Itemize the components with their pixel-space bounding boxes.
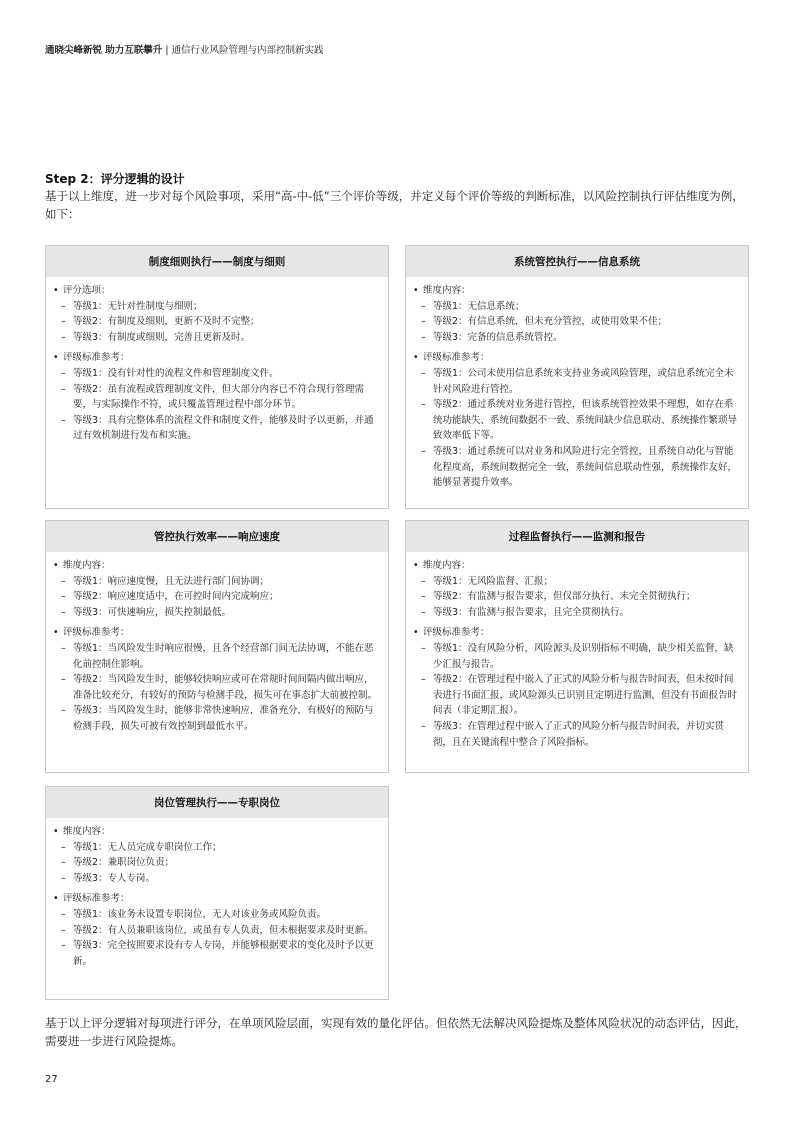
group-title: • 维度内容： [53,558,380,574]
criteria-group [413,625,740,750]
list-item: – 等级1：无人员完成专职岗位工作； [53,840,380,856]
box-body [406,277,748,502]
criteria-group [53,350,380,444]
header-bold-text: 通晓尖峰新锐 助力互联攀升 [45,45,163,56]
list-item: – 等级2：有监测与报告要求，但仅部分执行、未完全贯彻执行； [413,589,740,605]
criteria-group [53,625,380,734]
box-body [46,818,388,980]
list-item: – 等级2：有制度及细则，更新不及时不完整； [53,314,380,330]
criteria-group [413,350,740,490]
list-item: – 等级2：当风险发生时，能够较快响应或可在常规时间间隔内做出响应，准备比较充分，有较好的预防与检测手段，损失可在事态扩大前被控制。 [53,672,380,703]
list-item: – 等级3：完全按照要求设有专人专岗，并能够根据要求的变化及时予以更新。 [53,938,380,969]
list-item: – 等级1：没有针对性的流程文件和管理制度文件。 [53,366,380,382]
intro-paragraph: 基于以上维度，进一步对每个风险事项，采用“高-中-低”三个评价等级，并定义每个评价等级的判断标准，以风险控制执行评估维度为例，如下： [45,189,744,221]
group-title: • 评分选项： [53,283,380,299]
criteria-box-supervision [405,520,749,773]
list-item: – 等级3：在管理过程中嵌入了正式的风险分析与报告时间表，并切实贯彻，且在关键流程中整合了风险指标。 [413,719,740,750]
conclusion-paragraph: 基于以上评分逻辑对每项进行评分，在单项风险层面，实现有效的量化评估。但依然无法解决风险提炼及整体风险状况的动态评估，因此，需要进一步进行风险提炼。 [45,1016,747,1048]
list-item: – 等级1：无风险监督、汇报； [413,574,740,590]
list-item: – 等级1：响应速度慢，且无法进行部门间协调； [53,574,380,590]
box-title: 岗位管理执行——专职岗位 [46,787,388,818]
criteria-group [413,283,740,345]
criteria-box-system [405,245,749,509]
box-body [406,552,748,761]
list-item: – 等级2：有信息系统，但未充分管控，或使用效果不佳； [413,314,740,330]
header-sub-text: 通信行业风险管理与内部控制新实践 [171,45,324,56]
list-item: – 等级3：通过系统可以对业务和风险进行完全管控，且系统自动化与智能化程度高，系统间数据完全一致，系统间信息联动性强，系统操作友好，能够显著提升效率。 [413,444,740,491]
criteria-group [53,824,380,886]
box-title: 制度细则执行——制度与细则 [46,246,388,277]
group-title: • 评级标准参考： [413,350,740,366]
group-title: • 评级标准参考： [53,891,380,907]
box-body [46,277,388,455]
list-item: – 等级1：无针对性制度与细则； [53,299,380,315]
box-title: 系统管控执行——信息系统 [406,246,748,277]
criteria-box-position [45,786,389,1000]
criteria-group [53,283,380,345]
list-item: – 等级2：在管理过程中嵌入了正式的风险分析与报告时间表，但未按时间表进行书面汇报，或风险源头已识别且定期进行监测，但没有书面报告时间表（非定期汇报）。 [413,672,740,719]
group-title: • 评级标准参考： [413,625,740,641]
list-item: – 等级3：可快速响应，损失控制最低。 [53,605,380,621]
group-title: • 评级标准参考： [53,350,380,366]
box-title: 管控执行效率——响应速度 [46,521,388,552]
list-item: – 等级2：兼职岗位负责； [53,855,380,871]
criteria-group [53,558,380,620]
list-item: – 等级3：专人专岗。 [53,871,380,887]
page-number: 27 [45,1074,58,1085]
list-item: – 等级2：响应速度适中，在可控时间内完成响应； [53,589,380,605]
list-item: – 等级2：有人员兼职该岗位，或虽有专人负责，但未根据要求及时更新。 [53,923,380,939]
list-item: – 等级2：通过系统对业务进行管控，但该系统管控效果不理想，如存在系统功能缺失、系统间数据不一致、系统间缺少信息联动、系统操作繁琐导致效率低下等。 [413,397,740,444]
list-item: – 等级1：该业务未设置专职岗位，无人对该业务或风险负责。 [53,907,380,923]
list-item: – 等级2：虽有流程或管理制度文件，但大部分内容已不符合现行管理需要，与实际操作不符，或只覆盖管理过程中部分环节。 [53,382,380,413]
list-item: – 等级1：当风险发生时响应很慢，且各个经营部门间无法协调，不能在恶化前控制住影响。 [53,641,380,672]
list-item: – 等级3：具有完整体系的流程文件和制度文件，能够及时予以更新，并通过有效机制进行发布和实施。 [53,413,380,444]
group-title: • 维度内容： [53,824,380,840]
group-title: • 评级标准参考： [53,625,380,641]
header-separator: | [165,45,169,56]
list-item: – 等级3：有制度或细则，完善且更新及时。 [53,330,380,346]
list-item: – 等级1：没有风险分析，风险源头及识别指标不明确，缺少相关监督，缺少汇报与报告。 [413,641,740,672]
list-item: – 等级1：公司未使用信息系统来支持业务或风险管理，或信息系统完全未针对风险进行管控。 [413,366,740,397]
criteria-box-institution [45,245,389,509]
criteria-group [413,558,740,620]
list-item: – 等级3：完备的信息系统管控。 [413,330,740,346]
box-title: 过程监督执行——监测和报告 [406,521,748,552]
criteria-group [53,891,380,969]
group-title: • 维度内容： [413,283,740,299]
list-item: – 等级1：无信息系统； [413,299,740,315]
list-item: – 等级3：有监测与报告要求，且完全贯彻执行。 [413,605,740,621]
box-body [46,552,388,746]
group-title: • 维度内容： [413,558,740,574]
step-title: Step 2：评分逻辑的设计 [45,172,185,186]
list-item: – 等级3：当风险发生时，能够非常快速响应，准备充分，有极好的预防与检测手段，损失可被有效控制到最低水平。 [53,703,380,734]
page-header [45,42,324,56]
criteria-box-efficiency [45,520,389,773]
